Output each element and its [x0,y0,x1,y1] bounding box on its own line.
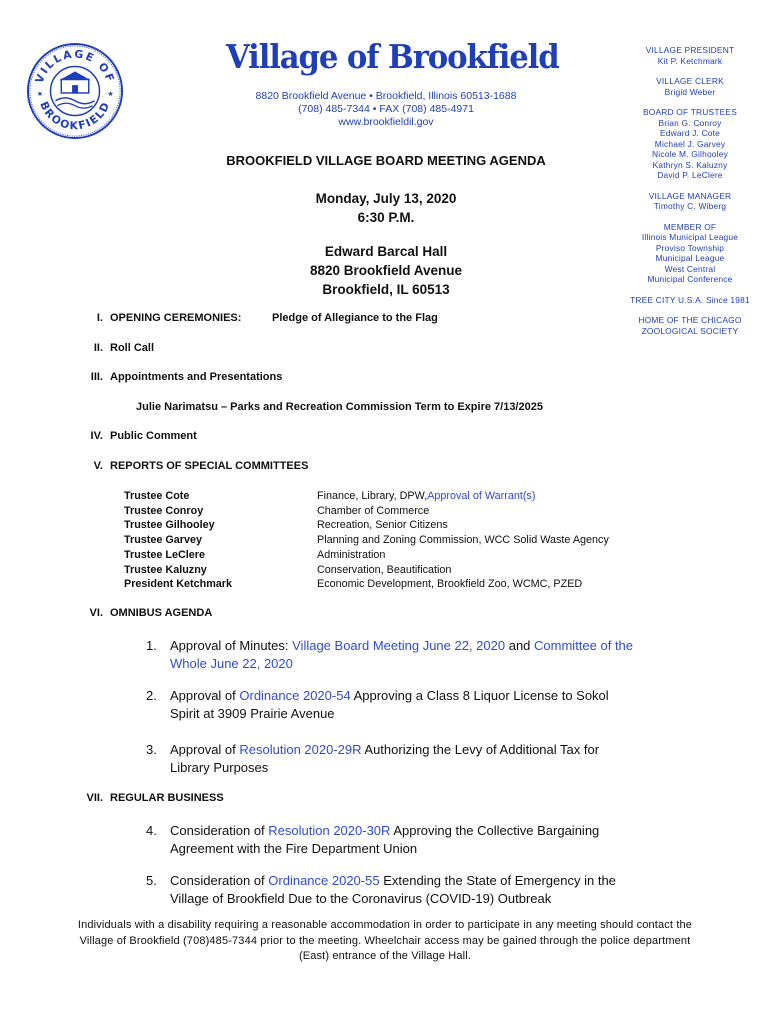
official-name: Edward J. Cote [659,128,721,138]
item-text: Approval of [170,742,240,757]
item-text: Consideration of [170,823,269,838]
officials-group [615,295,765,306]
officials-heading: BOARD OF TRUSTEES [643,107,737,117]
section-number: VII. [86,792,103,804]
website-link[interactable]: www.brookfieldil.gov [338,116,434,128]
pledge-text: Pledge of Allegiance to the Flag [272,312,438,324]
officials-heading: VILLAGE PRESIDENT [645,45,735,55]
agenda-item-2 [146,687,636,722]
committee-row [124,548,609,563]
official-name: Brian G. Conroy [658,117,722,128]
section-special-committees [82,460,308,472]
official-name: Nicole M. Gilhooley [652,149,728,159]
village-seal-logo [26,42,124,140]
officials-heading: TREE CITY U.S.A. Since 1981 [630,294,750,305]
section-label: Public Comment [110,430,197,442]
trustee-name: Trustee Cote [124,490,190,502]
minutes-link[interactable]: Village Board Meeting June 22, 2020 [292,638,506,653]
trustee-name: Trustee Conroy [124,504,204,517]
item-text: Approving a Class 8 Liquor License to Sokol Spirit at 3909 Prairie Avenue [170,688,609,721]
page-title: Village of Brookfield [226,37,559,76]
committee-minutes-link[interactable]: Committee of the Whole June 22, 2020 [170,638,634,671]
item-text: Authorizing the Levy of Additional Tax for Library Purposes [170,742,600,775]
meeting-time: 6:30 P.M. [357,210,415,225]
item-text: and [505,638,535,653]
meeting-city: Brookfield, IL 60513 [322,282,450,297]
item-number: 2. [146,688,157,703]
meeting-date: Monday, July 13, 2020 [315,191,457,206]
section-label: REPORTS OF SPECIAL COMMITTEES [110,460,309,472]
agenda-item-1 [146,637,636,672]
officials-heading: MEMBER OF [663,221,717,232]
svg-text:★: ★ [107,90,114,98]
committee-row [124,577,609,592]
official-name: Kathryn S. Kaluzny [652,159,728,170]
svg-text:★: ★ [36,90,43,98]
committee-row [124,533,609,548]
official-name: Michael J. Garvey [654,138,726,149]
item-number: 1. [146,638,157,653]
section-appointments [82,371,282,383]
section-omnibus-agenda [82,607,212,619]
agenda-item-4 [146,822,636,857]
official-name: Proviso Township [655,242,725,253]
committee-areas: Finance, Library, DPW, [317,490,428,502]
trustee-name: Trustee Kaluzny [124,563,207,576]
officials-heading: VILLAGE CLERK [656,76,724,86]
committee-areas: Planning and Zoning Commission, WCC Solid Waste Agency [317,534,609,547]
section-public-comment [82,430,197,442]
section-number: II. [93,342,103,354]
section-number: V. [93,460,103,472]
section-label: OPENING CEREMONIES: [110,312,242,324]
item-text: Approval of Minutes: [170,638,293,653]
committee-areas: Economic Development, Brookfield Zoo, WCMC, PZED [317,578,583,591]
resolution-link[interactable]: Resolution 2020-30R [268,823,391,838]
item-number: 3. [146,742,157,757]
committee-row [124,518,609,533]
section-label: REGULAR BUSINESS [110,792,224,804]
item-number: 4. [146,823,157,838]
ordinance-link[interactable]: Ordinance 2020-54 [239,688,351,703]
official-name: Timothy C. Wiberg [653,201,727,211]
seal-top-text: VILLAGE OF [32,47,118,85]
item-number: 5. [146,873,157,888]
section-number: VI. [89,607,103,619]
accessibility-notice: Individuals with a disability requiring a reasonable accommodation in order to participate in any meeting should contact the Village of Brookfield (708)485-7344 prior to the meeting. Wheelchair access may be gained through the police department (East) entrance of the Village Hall. [77,919,693,962]
item-text: Approving the Collective Bargaining Agreement with the Fire Department Union [170,823,600,856]
committee-row [124,489,609,504]
official-name: Illinois Municipal League [641,232,739,242]
section-number: III. [90,371,103,383]
item-text: Approval of [170,688,240,703]
officials-column [615,45,765,346]
section-number: IV. [90,430,103,442]
section-label: Appointments and Presentations [110,371,283,383]
official-name: David P. LeClere [657,170,723,180]
committee-list [124,489,609,592]
officials-group [615,191,765,212]
committee-row [124,563,609,578]
official-name: Municipal Conference [647,274,733,284]
trustee-name: Trustee Gilhooley [124,519,215,532]
warrants-link[interactable]: Approval of Warrant(s) [427,490,536,502]
agenda-item-3 [146,741,636,776]
section-opening-ceremonies [82,312,241,324]
official-name: Municipal League [655,253,725,263]
committee-areas: Recreation, Senior Citizens [317,519,448,532]
seal-bottom-text: BROOKFIELD [37,99,113,133]
officials-group [615,315,765,336]
section-roll-call [82,342,154,354]
appointment-detail: Julie Narimatsu – Parks and Recreation Commission Term to Expire 7/13/2025 [136,401,543,413]
phone-line: (708) 485-7344 • FAX (708) 485-4971 [298,103,474,115]
address-line: 8820 Brookfield Avenue • Brookfield, Illinois 60513-1688 [255,90,517,102]
officials-heading: VILLAGE MANAGER [648,190,732,201]
item-text: Extending the State of Emergency in the Village of Brookfield Due to the Coronavirus (COVID-19) Outbreak [170,873,616,906]
committee-areas: Chamber of Commerce [317,504,430,517]
section-label: Roll Call [110,342,155,354]
official-name: Kit P. Ketchmark [657,55,723,66]
committee-row [124,504,609,519]
committee-areas: Conservation, Beautification [317,563,452,576]
officials-group [615,222,765,285]
official-name: West Central [664,263,716,274]
section-regular-business [82,792,224,804]
officials-group [615,45,765,66]
agenda-title: BROOKFIELD VILLAGE BOARD MEETING AGENDA [226,153,546,168]
trustee-name: President Ketchmark [124,578,233,591]
official-name: ZOOLOGICAL SOCIETY [641,325,739,336]
resolution-link[interactable]: Resolution 2020-29R [239,742,362,757]
agenda-item-5 [146,872,636,907]
meeting-venue: Edward Barcal Hall [324,244,448,259]
ordinance-link[interactable]: Ordinance 2020-55 [268,873,380,888]
official-name: Brigid Weber [664,86,716,97]
trustee-name: Trustee Garvey [124,534,203,547]
committee-areas: Administration [317,548,386,561]
item-text: Consideration of [170,873,269,888]
trustee-name: Trustee LeClere [124,548,206,561]
officials-group [615,76,765,97]
section-label: OMNIBUS AGENDA [110,607,213,619]
meeting-street: 8820 Brookfield Avenue [309,263,463,278]
section-number: I. [96,312,103,324]
officials-group [615,107,765,181]
officials-heading: HOME OF THE CHICAGO [638,315,742,325]
